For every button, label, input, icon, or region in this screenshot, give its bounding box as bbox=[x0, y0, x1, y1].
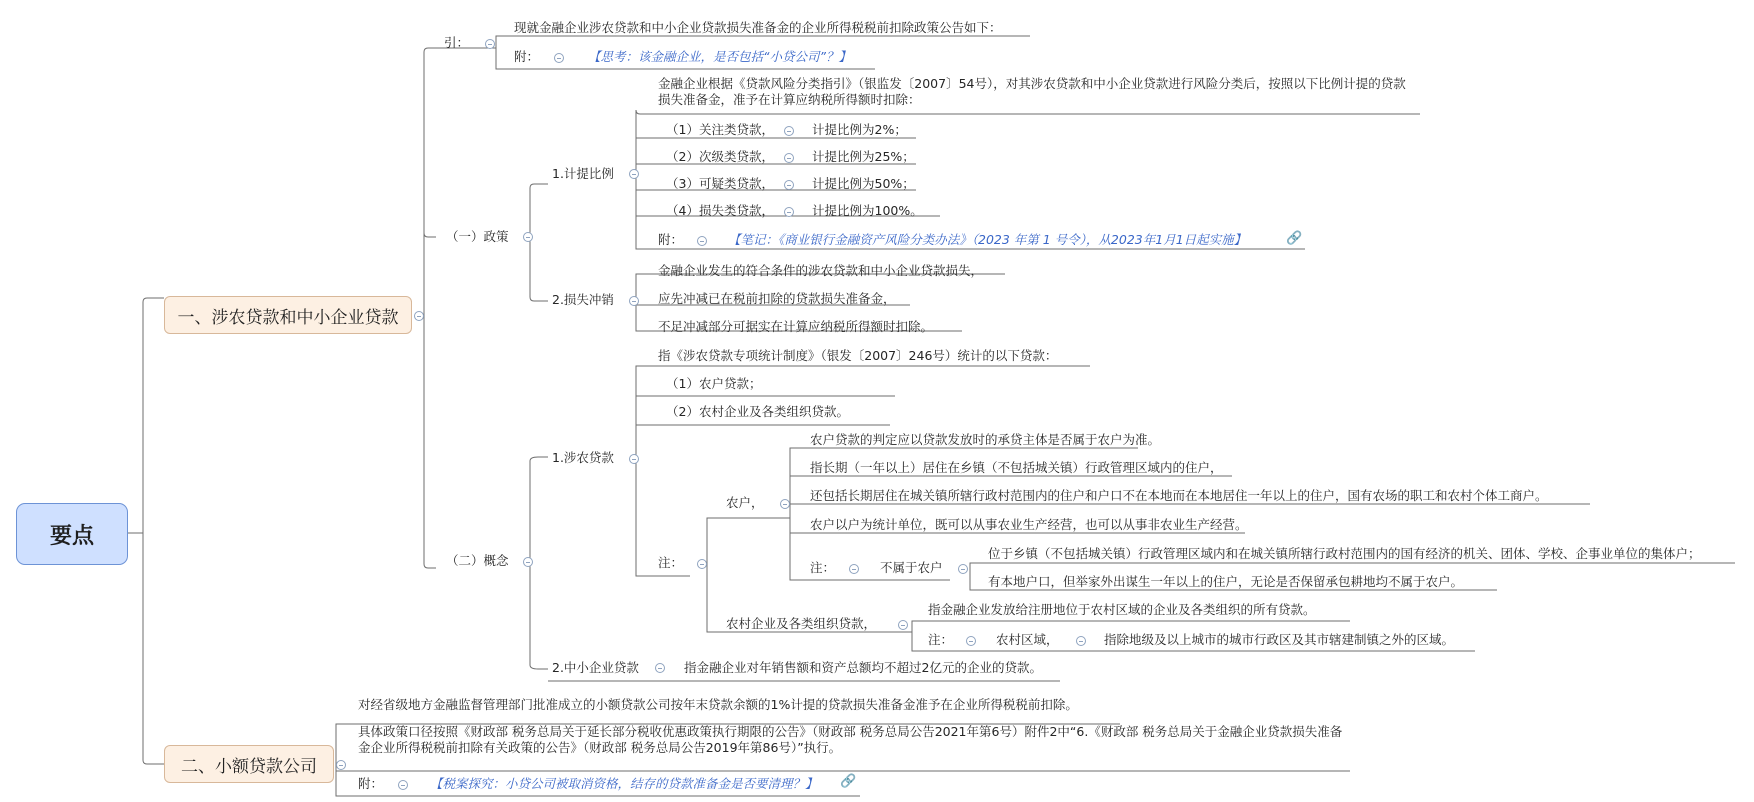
collapse-toggle-icon[interactable] bbox=[780, 499, 790, 509]
collapse-toggle-icon[interactable] bbox=[629, 296, 639, 306]
agri-item-2[interactable]: （2）农村企业及各类组织贷款。 bbox=[666, 404, 849, 419]
farmer-line-4[interactable]: 农户以户为统计单位，既可以从事农业生产经营，也可以从事非农业生产经营。 bbox=[810, 517, 1248, 532]
loss-line-3[interactable]: 不足冲减部分可据实在计算应纳税所得额时扣除。 bbox=[658, 319, 934, 334]
farmer-label[interactable]: 农户， bbox=[726, 495, 764, 510]
collapse-toggle-icon[interactable] bbox=[398, 780, 408, 790]
agri-note-label[interactable]: 注： bbox=[658, 555, 684, 570]
loss-line-1[interactable]: 金融企业发生的符合条件的涉农贷款和中小企业贷款损失， bbox=[658, 263, 984, 278]
ratio-type-2[interactable]: （2）次级类贷款， bbox=[666, 149, 774, 164]
collapse-toggle-icon[interactable] bbox=[784, 153, 794, 163]
ratio-type-3[interactable]: （3）可疑类贷款， bbox=[666, 176, 774, 191]
concept-label[interactable]: （二）概念 bbox=[446, 553, 509, 568]
collapse-toggle-icon[interactable] bbox=[523, 232, 533, 242]
collapse-toggle-icon[interactable] bbox=[336, 760, 346, 770]
rural-area-desc[interactable]: 指除地级及以上城市的城市行政区及其市辖建制镇之外的区域。 bbox=[1104, 632, 1455, 647]
rural-area-label[interactable]: 农村区域， bbox=[996, 632, 1059, 647]
root-node[interactable]: 要点 bbox=[16, 503, 128, 565]
farmer-line-3[interactable]: 还包括长期居住在城关镇所辖行政村范围内的住户和户口不在本地而在本地居住一年以上的住户，国有农场的职工和农村个体工商户。 bbox=[810, 488, 1548, 503]
collapse-toggle-icon[interactable] bbox=[784, 180, 794, 190]
farmer-line-1[interactable]: 农户贷款的判定应以贷款发放时的承贷主体是否属于农户为准。 bbox=[810, 432, 1161, 447]
s2-attach-note[interactable]: 【税案探究：小贷公司被取消资格，结存的贷款准备金是否要清理？】 bbox=[430, 776, 818, 791]
intro-attach-note[interactable]: 【思考：该金融企业，是否包括“小贷公司”？】 bbox=[588, 49, 851, 64]
collapse-toggle-icon[interactable] bbox=[629, 454, 639, 464]
collapse-toggle-icon[interactable] bbox=[849, 564, 859, 574]
ratio-type-1[interactable]: （1）关注类贷款， bbox=[666, 122, 774, 137]
not-farmer-line-1[interactable]: 位于乡镇（不包括城关镇）行政管理区域内和在城关镇所辖行政村范围内的国有经济的机关、团体、学校、企事业单位的集体户； bbox=[988, 546, 1701, 561]
policy-label[interactable]: （一）政策 bbox=[446, 229, 509, 244]
not-farmer-label[interactable]: 不属于农户 bbox=[880, 560, 943, 575]
ratio-rate-3[interactable]: 计提比例为50%； bbox=[812, 176, 915, 191]
collapse-toggle-icon[interactable] bbox=[898, 620, 908, 630]
s2-attach-label[interactable]: 附： bbox=[358, 776, 384, 791]
ratio-type-4[interactable]: （4）损失类贷款， bbox=[666, 203, 774, 218]
intro-label[interactable]: 引： bbox=[444, 35, 470, 50]
collapse-toggle-icon[interactable] bbox=[697, 559, 707, 569]
paperclip-icon[interactable]: 🔗 bbox=[840, 774, 857, 789]
sme-desc[interactable]: 指金融企业对年销售额和资产总额均不超过2亿元的企业的贷款。 bbox=[684, 660, 1042, 675]
ratio-attach-label[interactable]: 附： bbox=[658, 232, 684, 247]
org-label[interactable]: 农村企业及各类组织贷款， bbox=[726, 616, 877, 631]
intro-attach-label[interactable]: 附： bbox=[514, 49, 540, 64]
ratio-rate-4[interactable]: 计提比例为100%。 bbox=[812, 203, 923, 218]
section-2-node[interactable]: 二、小额贷款公司 bbox=[164, 745, 334, 783]
collapse-toggle-icon[interactable] bbox=[784, 207, 794, 217]
collapse-toggle-icon[interactable] bbox=[414, 311, 424, 321]
intro-text[interactable]: 现就金融企业涉农贷款和中小企业贷款损失准备金的企业所得税税前扣除政策公告如下： bbox=[514, 20, 1002, 35]
agri-desc[interactable]: 指《涉农贷款专项统计制度》（银发〔2007〕246号）统计的以下贷款： bbox=[658, 348, 1058, 363]
collapse-toggle-icon[interactable] bbox=[784, 126, 794, 136]
ratio-desc[interactable]: 金融企业根据《贷款风险分类指引》（银监发〔2007〕54号），对其涉农贷款和中小企业贷款进行风险分类后，按照以下比例计提的贷款损失准备金，准予在计算应纳税所得额时扣除： bbox=[658, 76, 1406, 107]
farmer-line-2[interactable]: 指长期（一年以上）居住在乡镇（不包括城关镇）行政管理区域内的住户， bbox=[810, 460, 1223, 475]
collapse-toggle-icon[interactable] bbox=[523, 557, 533, 567]
loss-line-2[interactable]: 应先冲减已在税前扣除的贷款损失准备金， bbox=[658, 291, 896, 306]
ratio-label[interactable]: 1.计提比例 bbox=[552, 166, 614, 181]
org-note-label[interactable]: 注： bbox=[928, 632, 954, 647]
loss-label[interactable]: 2.损失冲销 bbox=[552, 292, 614, 307]
collapse-toggle-icon[interactable] bbox=[697, 236, 707, 246]
sme-loan-label[interactable]: 2.中小企业贷款 bbox=[552, 660, 639, 675]
farmer-note-label[interactable]: 注： bbox=[810, 560, 836, 575]
agri-item-1[interactable]: （1）农户贷款； bbox=[666, 376, 762, 391]
paperclip-icon[interactable]: 🔗 bbox=[1286, 231, 1303, 246]
section-1-node[interactable]: 一、涉农贷款和中小企业贷款 bbox=[164, 296, 412, 334]
collapse-toggle-icon[interactable] bbox=[629, 169, 639, 179]
s2-line-1[interactable]: 对经省级地方金融监督管理部门批准成立的小额贷款公司按年末贷款余额的1%计提的贷款损失准备金准予在企业所得税税前扣除。 bbox=[358, 697, 1078, 712]
not-farmer-line-2[interactable]: 有本地户口，但举家外出谋生一年以上的住户，无论是否保留承包耕地均不属于农户。 bbox=[988, 574, 1464, 589]
collapse-toggle-icon[interactable] bbox=[655, 663, 665, 673]
collapse-toggle-icon[interactable] bbox=[966, 636, 976, 646]
collapse-toggle-icon[interactable] bbox=[485, 39, 495, 49]
collapse-toggle-icon[interactable] bbox=[958, 564, 968, 574]
ratio-attach-note[interactable]: 【笔记：《商业银行金融资产风险分类办法》（2023 年第 1 号令），从2023年1月1日起实施】 bbox=[728, 232, 1247, 247]
collapse-toggle-icon[interactable] bbox=[554, 53, 564, 63]
ratio-rate-1[interactable]: 计提比例为2%； bbox=[812, 122, 907, 137]
agri-loan-label[interactable]: 1.涉农贷款 bbox=[552, 450, 614, 465]
ratio-rate-2[interactable]: 计提比例为25%； bbox=[812, 149, 915, 164]
org-desc[interactable]: 指金融企业发放给注册地位于农村区域的企业及各类组织的所有贷款。 bbox=[928, 602, 1316, 617]
s2-line-2[interactable]: 具体政策口径按照《财政部 税务总局关于延长部分税收优惠政策执行期限的公告》（财政部 税务总局公告2021年第6号）附件2中“6.《财政部 税务总局关于金融企业贷款损失准备金企业所得税税前扣除有关政策的公告》（财政部 税务总局公告2019年第86号）”执行。 bbox=[358, 724, 1343, 755]
collapse-toggle-icon[interactable] bbox=[1076, 636, 1086, 646]
